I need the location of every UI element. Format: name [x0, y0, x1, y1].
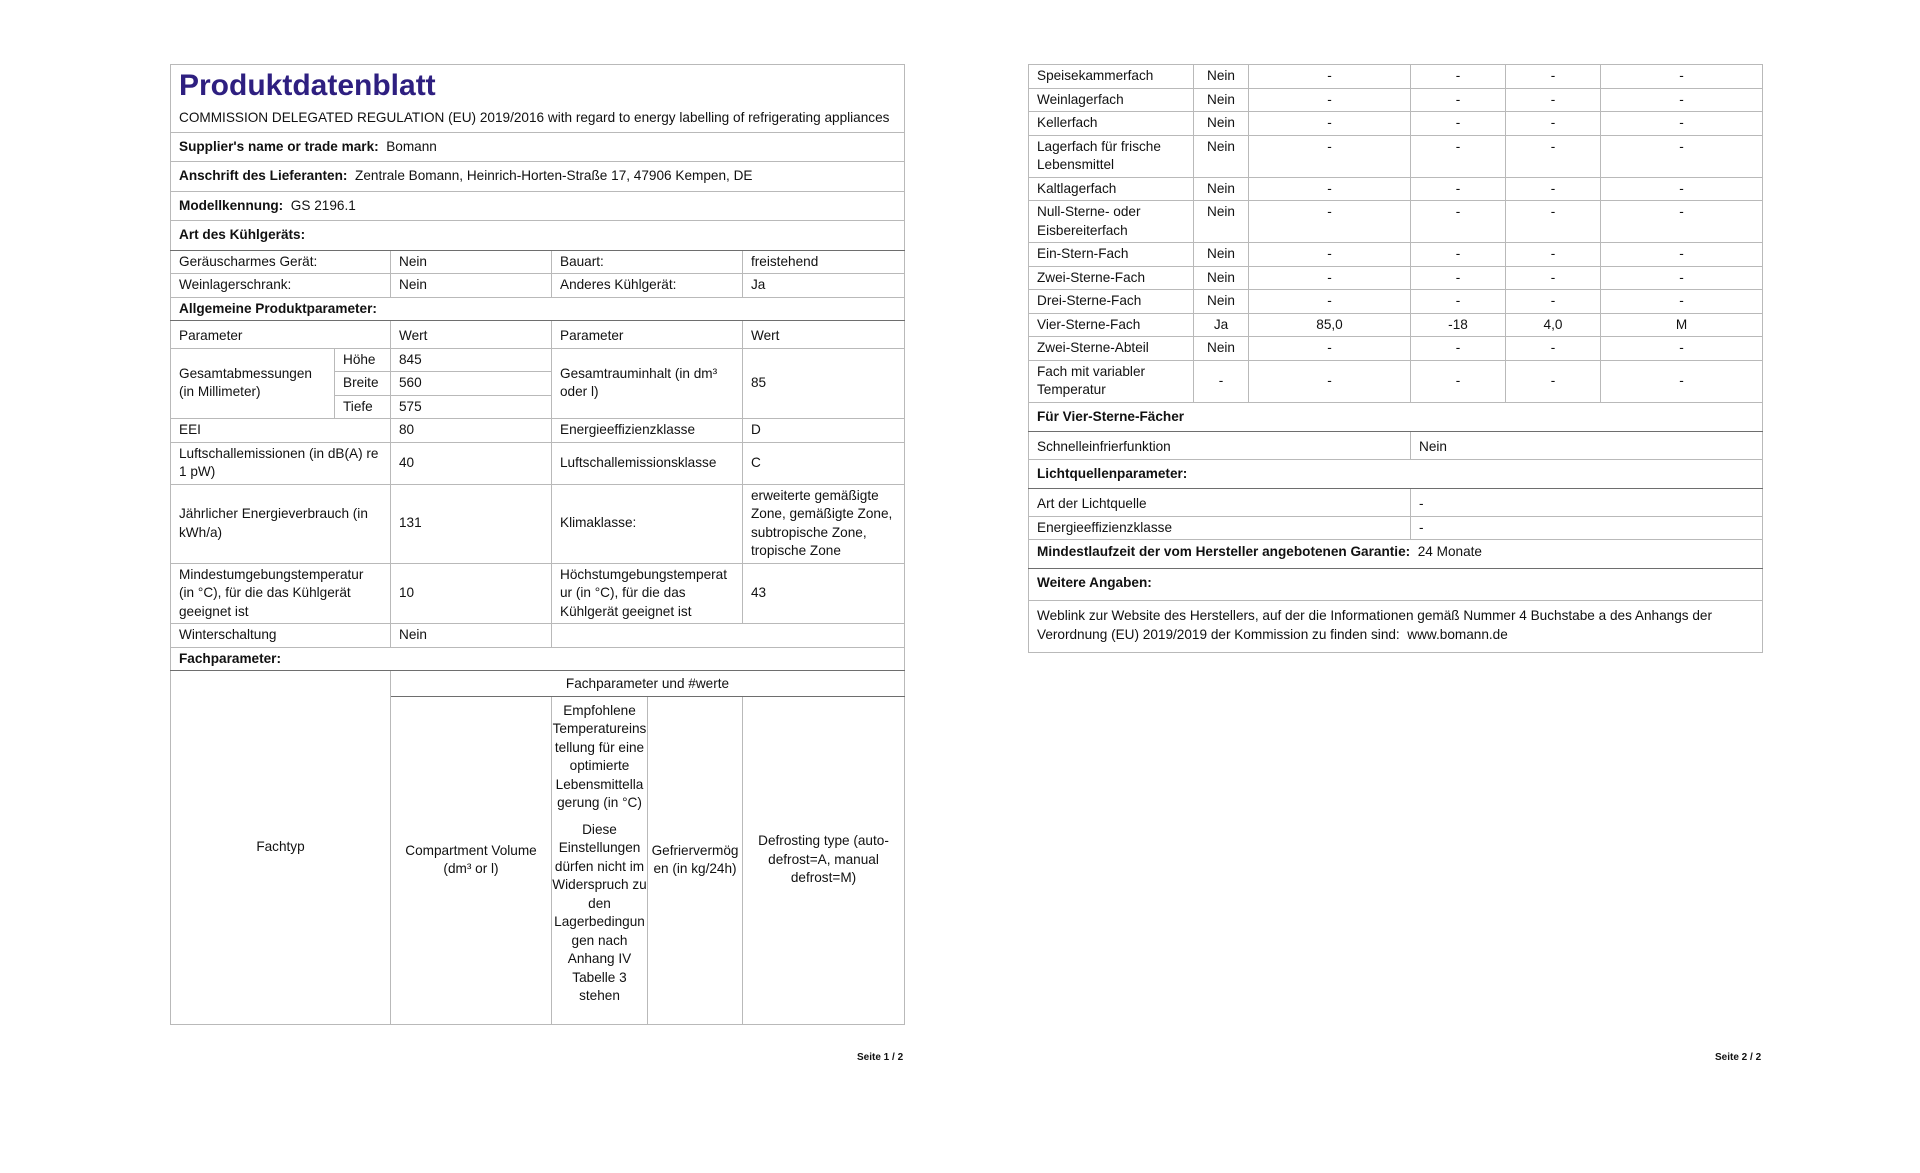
compartment-volume: -: [1249, 337, 1411, 361]
compartment-defrost: -: [1601, 88, 1763, 112]
compartment-temp: -: [1411, 337, 1506, 361]
compartment-temp: -: [1411, 65, 1506, 89]
compartment-freeze: -: [1506, 201, 1601, 243]
address-row: [171, 162, 905, 192]
compartment-name: Null-Sterne- oder Eisbereiterfach: [1029, 201, 1194, 243]
four-star-heading: Für Vier-Sterne-Fächer: [1029, 402, 1763, 432]
empty-cell: [552, 624, 905, 648]
winter-label: Winterschaltung: [171, 624, 391, 648]
compartment-defrost: -: [1601, 290, 1763, 314]
datasheet-table-1: [170, 64, 905, 1025]
max-temp-label: Höchstumgebungstemperatur (in °C), für die das Kühlgerät geeignet ist: [552, 563, 743, 624]
datasheet-page-2: [1028, 64, 1762, 653]
compartment-present: Nein: [1194, 135, 1249, 177]
compartment-present: Nein: [1194, 112, 1249, 136]
compartment-name: Vier-Sterne-Fach: [1029, 313, 1194, 337]
address-value: Zentrale Bomann, Heinrich-Horten-Straße 17, 47906 Kempen, DE: [355, 168, 753, 183]
compartment-present: Nein: [1194, 243, 1249, 267]
compartment-freeze: -: [1506, 88, 1601, 112]
noise-value: 40: [391, 442, 552, 484]
supplier-label: Supplier's name or trade mark:: [179, 138, 379, 154]
compartment-defrost: -: [1601, 135, 1763, 177]
type-cell: Anderes Kühlgerät:: [552, 274, 743, 298]
compartment-name: Lagerfach für frische Lebensmittel: [1029, 135, 1194, 177]
compartment-defrost: -: [1601, 177, 1763, 201]
compartment-row: [1029, 313, 1763, 337]
compartment-temp: -: [1411, 290, 1506, 314]
volume-value: 85: [743, 348, 905, 419]
type-row: [171, 274, 905, 298]
climate-value: erweiterte gemäßigte Zone, gemäßigte Zone, subtropische Zone, tropische Zone: [743, 484, 905, 563]
light-class-label: Energieeffizienzklasse: [1029, 516, 1411, 540]
compartment-volume: 85,0: [1249, 313, 1411, 337]
type-cell: Nein: [391, 274, 552, 298]
compartment-name: Speisekammerfach: [1029, 65, 1194, 89]
annual-energy-label: Jährlicher Energieverbrauch (in kWh/a): [171, 484, 391, 563]
compartment-present: Ja: [1194, 313, 1249, 337]
compartment-volume: -: [1249, 112, 1411, 136]
fach-temp-header: [552, 696, 648, 1024]
compartment-present: Nein: [1194, 65, 1249, 89]
model-value: GS 2196.1: [290, 197, 356, 213]
header-cell: Wert: [743, 321, 905, 349]
weblink-url[interactable]: www.bomann.de: [1407, 626, 1508, 642]
compartment-name: Weinlagerfach: [1029, 88, 1194, 112]
min-temp-label: Mindestumgebungstemperatur (in °C), für die das Kühlgerät geeignet ist: [171, 563, 391, 624]
compartment-volume: -: [1249, 88, 1411, 112]
type-row: [171, 250, 905, 274]
model-row: [171, 191, 905, 221]
compartment-name: Ein-Stern-Fach: [1029, 243, 1194, 267]
winter-value: Nein: [391, 624, 552, 648]
dimension-label: Tiefe: [335, 395, 391, 419]
fach-heading: Fachparameter:: [171, 647, 905, 671]
general-heading: Allgemeine Produktparameter:: [171, 297, 905, 321]
compartment-volume: -: [1249, 243, 1411, 267]
compartment-table-body: [1029, 65, 1763, 403]
supplier-value: Bomann: [386, 138, 437, 154]
type-cell: Nein: [391, 250, 552, 274]
compartment-row: [1029, 177, 1763, 201]
dimension-value: 575: [391, 395, 552, 419]
general-header-row: [171, 321, 905, 349]
fach-volume-header: Compartment Volume (dm³ or l): [391, 696, 552, 1024]
fach-defrost-header: Defrosting type (auto-defrost=A, manual defrost=M): [743, 696, 905, 1024]
energy-class-label: Energieeffizienzklasse: [552, 419, 743, 443]
compartment-present: Nein: [1194, 201, 1249, 243]
compartment-row: [1029, 88, 1763, 112]
header-cell: Parameter: [171, 321, 391, 349]
compartment-freeze: -: [1506, 243, 1601, 267]
compartment-temp: -: [1411, 266, 1506, 290]
warranty-label: Mindestlaufzeit der vom Hersteller angebotenen Garantie:: [1037, 544, 1411, 559]
compartment-defrost: -: [1601, 243, 1763, 267]
compartment-name: Kellerfach: [1029, 112, 1194, 136]
compartment-present: Nein: [1194, 266, 1249, 290]
light-type-value: -: [1411, 489, 1763, 517]
regulation-text: COMMISSION DELEGATED REGULATION (EU) 2019/2016 with regard to energy labelling of refrigerating appliances: [171, 107, 905, 132]
compartment-defrost: -: [1601, 112, 1763, 136]
compartment-temp: -: [1411, 177, 1506, 201]
noise-class-value: C: [743, 442, 905, 484]
compartment-row: [1029, 135, 1763, 177]
type-cell: Bauart:: [552, 250, 743, 274]
compartment-temp: -: [1411, 135, 1506, 177]
dimension-value: 845: [391, 348, 552, 372]
climate-label: Klimaklasse:: [552, 484, 743, 563]
fach-temp-header-b: Diese Einstellungen dürfen nicht im Widerspruch zu den Lagerbedingungen nach Anhang IV Tabelle 3 stehen: [552, 821, 647, 1003]
volume-label: Gesamtrauminhalt (in dm³ oder l): [552, 348, 743, 419]
dimension-label: Breite: [335, 372, 391, 396]
datasheet-page-1: [170, 64, 904, 1025]
max-temp-value: 43: [743, 563, 905, 624]
compartment-freeze: 4,0: [1506, 313, 1601, 337]
warranty-row: [1029, 540, 1763, 569]
compartment-freeze: -: [1506, 112, 1601, 136]
min-temp-value: 10: [391, 563, 552, 624]
model-label: Modellkennung:: [179, 197, 284, 213]
compartment-defrost: -: [1601, 266, 1763, 290]
type-cell: freistehend: [743, 250, 905, 274]
compartment-temp: -: [1411, 112, 1506, 136]
compartment-defrost: -: [1601, 337, 1763, 361]
light-class-value: -: [1411, 516, 1763, 540]
compartment-row: [1029, 360, 1763, 402]
compartment-volume: -: [1249, 65, 1411, 89]
noise-class-label: Luftschallemissionsklasse: [552, 442, 743, 484]
compartment-volume: -: [1249, 360, 1411, 402]
weblink-text: Weblink zur Website des Herstellers, auf der die Informationen gemäß Nummer 4 Buchstabe a des Anhangs der Verordnung (EU) 2019/2019 der Kommission zu finden sind:: [1037, 608, 1712, 642]
compartment-row: [1029, 65, 1763, 89]
compartment-freeze: -: [1506, 360, 1601, 402]
compartment-defrost: -: [1601, 360, 1763, 402]
compartment-present: Nein: [1194, 88, 1249, 112]
fach-type-header: Fachtyp: [171, 671, 391, 1025]
light-heading: Lichtquellenparameter:: [1029, 459, 1763, 489]
compartment-present: Nein: [1194, 177, 1249, 201]
fach-freeze-header: Gefriervermögen (in kg/24h): [648, 696, 743, 1024]
dimensions-label: Gesamtabmessungen (in Millimeter): [171, 348, 335, 419]
compartment-name: Zwei-Sterne-Fach: [1029, 266, 1194, 290]
compartment-freeze: -: [1506, 290, 1601, 314]
compartment-present: Nein: [1194, 290, 1249, 314]
address-label: Anschrift des Lieferanten:: [179, 168, 348, 183]
quick-freeze-value: Nein: [1411, 432, 1763, 460]
compartment-volume: -: [1249, 177, 1411, 201]
compartment-present: -: [1194, 360, 1249, 402]
compartment-volume: -: [1249, 135, 1411, 177]
compartment-freeze: -: [1506, 266, 1601, 290]
dimension-label: Höhe: [335, 348, 391, 372]
header-cell: Parameter: [552, 321, 743, 349]
quick-freeze-label: Schnelleinfrierfunktion: [1029, 432, 1411, 460]
weblink-row: [1029, 601, 1763, 653]
supplier-row: [171, 132, 905, 162]
compartment-volume: -: [1249, 266, 1411, 290]
page-title: Produktdatenblatt: [179, 69, 436, 102]
compartment-name: Drei-Sterne-Fach: [1029, 290, 1194, 314]
compartment-volume: -: [1249, 201, 1411, 243]
compartment-temp: -: [1411, 201, 1506, 243]
compartment-temp: -18: [1411, 313, 1506, 337]
compartment-freeze: -: [1506, 177, 1601, 201]
type-cell: Ja: [743, 274, 905, 298]
more-heading: Weitere Angaben:: [1029, 568, 1763, 601]
compartment-row: [1029, 290, 1763, 314]
compartment-freeze: -: [1506, 337, 1601, 361]
compartment-freeze: -: [1506, 135, 1601, 177]
dimension-value: 560: [391, 372, 552, 396]
annual-energy-value: 131: [391, 484, 552, 563]
eei-value: 80: [391, 419, 552, 443]
compartment-temp: -: [1411, 360, 1506, 402]
compartment-present: Nein: [1194, 337, 1249, 361]
header-cell: Wert: [391, 321, 552, 349]
compartment-defrost: -: [1601, 201, 1763, 243]
compartment-volume: -: [1249, 290, 1411, 314]
warranty-value: 24 Monate: [1417, 544, 1482, 559]
light-type-label: Art der Lichtquelle: [1029, 489, 1411, 517]
eei-label: EEI: [171, 419, 391, 443]
type-cell: Geräuscharmes Gerät:: [171, 250, 391, 274]
compartment-row: [1029, 243, 1763, 267]
compartment-temp: -: [1411, 243, 1506, 267]
datasheet-table-2: [1028, 64, 1763, 653]
noise-label: Luftschallemissionen (in dB(A) re 1 pW): [171, 442, 391, 484]
compartment-name: Kaltlagerfach: [1029, 177, 1194, 201]
compartment-name: Fach mit variabler Temperatur: [1029, 360, 1194, 402]
compartment-row: [1029, 201, 1763, 243]
compartment-defrost: -: [1601, 65, 1763, 89]
compartment-name: Zwei-Sterne-Abteil: [1029, 337, 1194, 361]
type-cell: Weinlagerschrank:: [171, 274, 391, 298]
fach-temp-header-a: Empfohlene Temperatureinstellung für eine optimierte Lebensmittellagerung (in °C): [552, 702, 647, 810]
page-footer-1: Seite 1 / 2: [857, 1052, 904, 1063]
compartment-row: [1029, 112, 1763, 136]
fach-group-header: Fachparameter und #werte: [391, 671, 905, 697]
page-footer-2: Seite 2 / 2: [1715, 1052, 1762, 1063]
compartment-row: [1029, 266, 1763, 290]
energy-class-value: D: [743, 419, 905, 443]
compartment-row: [1029, 337, 1763, 361]
type-heading: Art des Kühlgeräts:: [171, 221, 905, 251]
compartment-freeze: -: [1506, 65, 1601, 89]
compartment-temp: -: [1411, 88, 1506, 112]
compartment-defrost: M: [1601, 313, 1763, 337]
